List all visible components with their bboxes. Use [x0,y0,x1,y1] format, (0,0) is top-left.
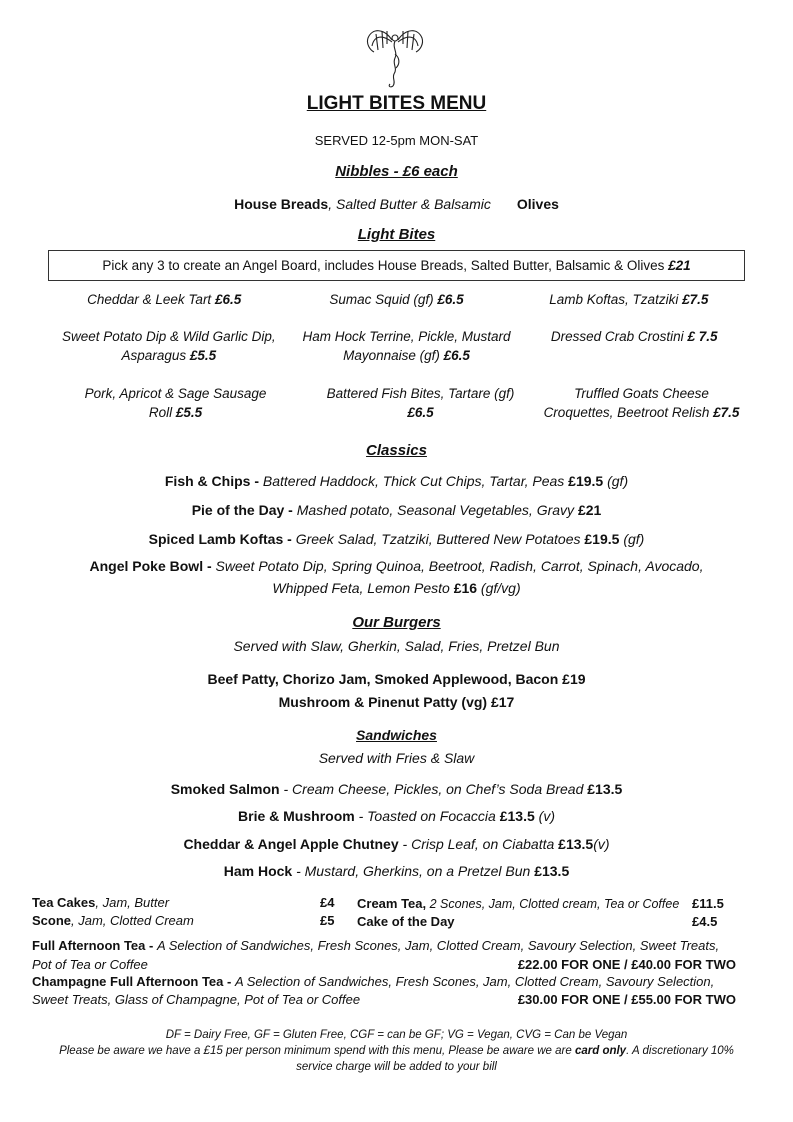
classic-item: Spiced Lamb Koftas - Greek Salad, Tzatziki, Buttered New Potatoes £19.5 (gf) [148,531,645,547]
classic-item: Pie of the Day - Mashed potato, Seasonal Vegetables, Gravy £21 [191,502,602,518]
sandwich-item: Smoked Salmon - Cream Cheese, Pickles, on Chef’s Soda Bread £13.5 [170,781,623,797]
light-bite-item: Sweet Potato Dip & Wild Garlic Dip, Asparagus £5.5 [61,329,276,363]
angel-board-box [48,250,745,281]
house-breads-name: House Breads [234,196,329,212]
service-charge-notice: service charge will be added to your bill [296,1061,497,1073]
light-bite-item: Dressed Crab Crostini £ 7.5 [550,329,718,344]
full-afternoon-tea-line-2: Pot of Tea or Coffee [32,957,148,972]
burgers-subtitle: Served with Slaw, Gherkin, Salad, Fries, Pretzel Bun [233,638,560,654]
light-bite-item: Battered Fish Bites, Tartare (gf) £6.5 [326,386,515,420]
poke-bowl-line-1: Angel Poke Bowl - Sweet Potato Dip, Spring Quinoa, Beetroot, Radish, Carrot, Spinach, Avocado, [89,558,704,574]
light-bites-heading: Light Bites [357,226,436,243]
menu-title: LIGHT BITES MENU [306,93,487,114]
burger-item: Mushroom & Pinenut Patty (vg) £17 [278,694,515,710]
sandwiches-heading: Sandwiches [356,727,437,743]
light-bites-row-3 [48,384,745,422]
classic-item: Fish & Chips - Battered Haddock, Thick Cut Chips, Tartar, Peas £19.5 (gf) [164,473,629,489]
nibbles-line [0,196,793,212]
sandwich-item: Ham Hock - Mustard, Gherkins, on a Pretzel Bun £13.5 [223,863,570,879]
served-hours: SERVED 12-5pm MON-SAT [314,133,479,148]
tea-price: £4.5 [692,914,718,929]
light-bite-item: Ham Hock Terrine, Pickle, Mustard Mayonnaise (gf) £6.5 [302,329,511,363]
champagne-tea-line-2: Sweet Treats, Glass of Champagne, Pot of Tea or Coffee [32,992,361,1007]
angel-board-price: £21 [668,258,691,273]
full-afternoon-tea-line-1: Full Afternoon Tea - A Selection of Sandwiches, Fresh Scones, Jam, Clotted Cream, Savoury Selection, Sweet Treats, [32,938,720,953]
sandwich-item: Cheddar & Angel Apple Chutney - Crisp Leaf, on Ciabatta £13.5(v) [183,836,610,852]
light-bites-row-1 [48,290,745,309]
champagne-tea-price: £30.00 FOR ONE / £55.00 FOR TWO [517,992,736,1007]
tea-item: Tea Cakes, Jam, Butter [32,895,170,910]
min-spend-notice: Please be aware we have a £15 per person minimum spend with this menu, Please be aware we are card only. A discretionary 10% [59,1045,734,1057]
sandwiches-subtitle: Served with Fries & Slaw [318,750,475,766]
olives-name: Olives [516,196,559,212]
full-afternoon-tea-price: £22.00 FOR ONE / £40.00 FOR TWO [517,957,736,972]
angel-logo [362,24,428,92]
light-bite-item: Cheddar & Leek Tart £6.5 [87,292,242,307]
tea-price: £5 [320,913,335,928]
light-bite-item: Lamb Koftas, Tzatziki £7.5 [549,292,709,307]
nibbles-heading: Nibbles - £6 each [335,163,458,180]
tea-item: Cream Tea, 2 Scones, Jam, Clotted cream, Tea or Coffee [357,896,680,911]
tea-price: £4 [320,895,335,910]
tea-item: Scone, Jam, Clotted Cream [32,913,194,928]
burgers-heading: Our Burgers [352,614,441,631]
dietary-key: DF = Dairy Free, GF = Gluten Free, CGF = can be GF; VG = Vegan, CVG = Can be Vegan [165,1029,628,1041]
light-bites-row-2 [48,327,745,365]
light-bite-item: Sumac Squid (gf) £6.5 [329,292,464,307]
tea-price: £11.5 [692,896,724,911]
burger-item: Beef Patty, Chorizo Jam, Smoked Applewood, Bacon £19 [207,671,586,687]
poke-bowl-line-2: Whipped Feta, Lemon Pesto £16 (gf/vg) [272,580,521,596]
sandwich-item: Brie & Mushroom - Toasted on Focaccia £13.5 (v) [238,808,555,824]
light-bite-item: Truffled Goats Cheese Croquettes, Beetroot Relish £7.5 [543,386,740,420]
house-breads-desc: , Salted Butter & Balsamic [328,196,491,212]
angel-board-text: Pick any 3 to create an Angel Board, includes House Breads, Salted Butter, Balsamic & Olives [102,258,669,273]
light-bite-item: Pork, Apricot & Sage Sausage Roll £5.5 [84,386,267,420]
champagne-tea-line-1: Champagne Full Afternoon Tea - A Selection of Sandwiches, Fresh Scones, Jam, Clotted Cream, Savoury Selection, [32,974,715,989]
classics-heading: Classics [366,442,427,459]
tea-item: Cake of the Day [357,914,455,929]
footer-notes [30,1027,763,1075]
